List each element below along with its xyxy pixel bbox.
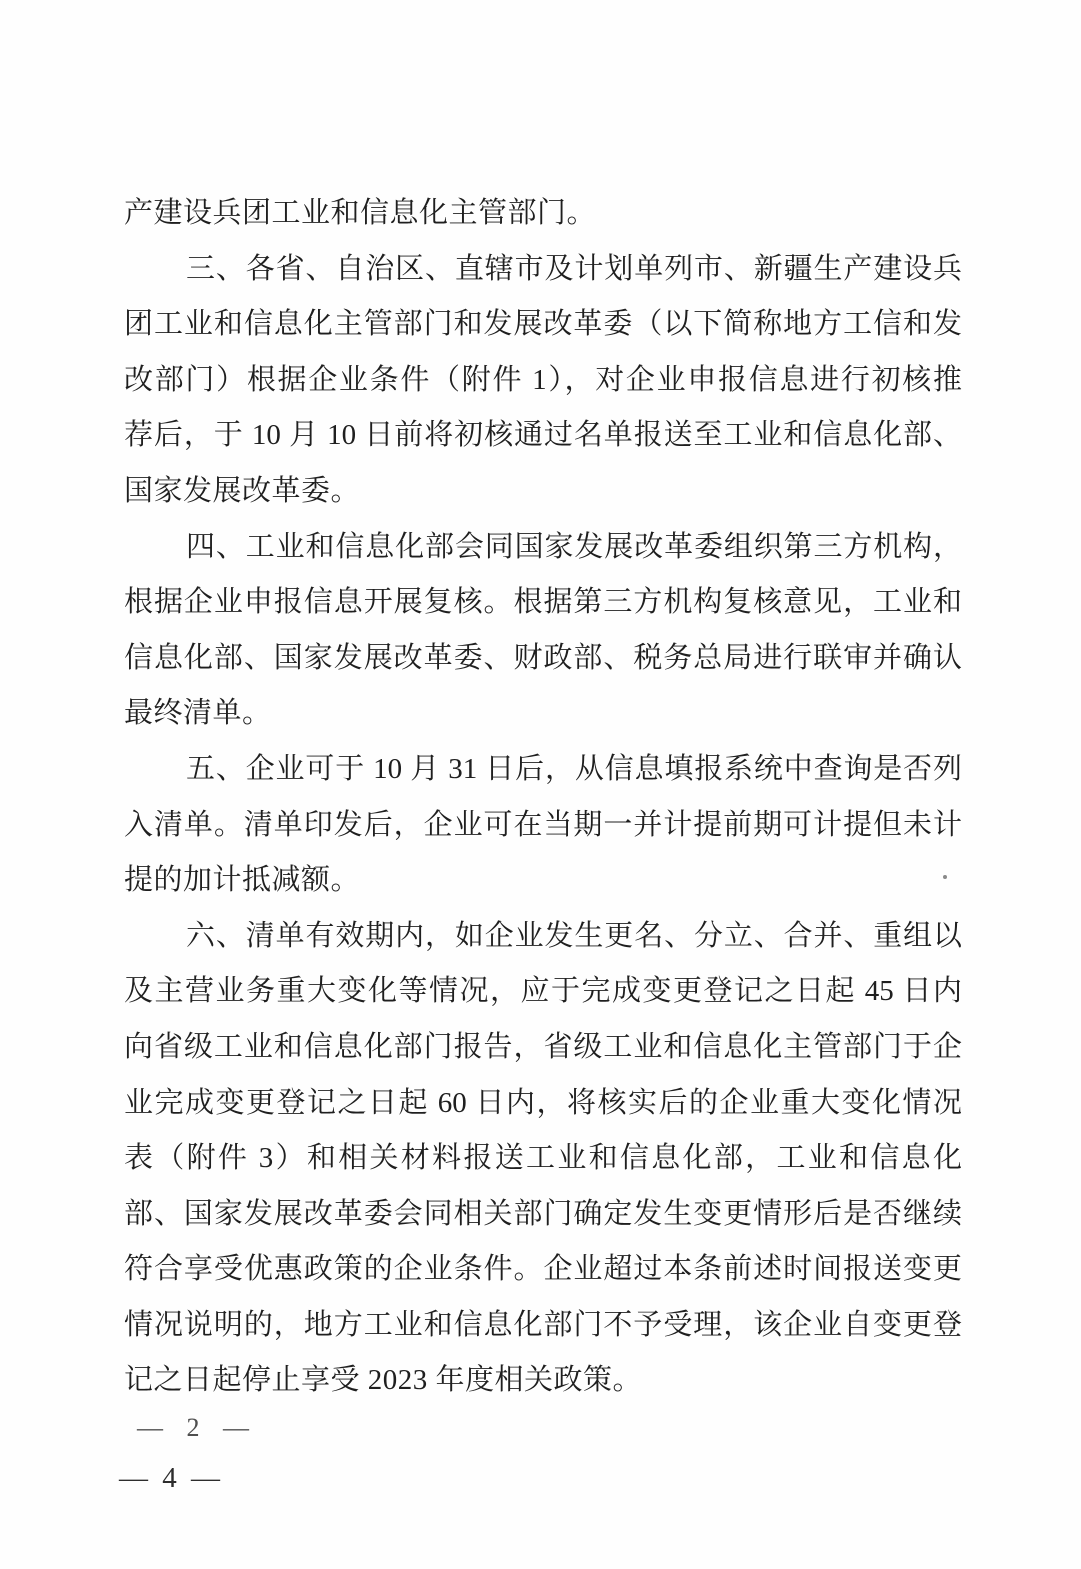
text-line-21: 情况说明的，地方工业和信息化部门不予受理，该企业自变更登: [124, 1308, 962, 1341]
text-line-14: 六、清单有效期内，如企业发生更名、分立、合并、重组以: [186, 919, 962, 952]
text-line-1: 产建设兵团工业和信息化主管部门。: [124, 197, 597, 229]
text-line-13: 提的加计抵减额。: [124, 864, 361, 897]
text-line-2: 三、各省、自治区、直辖市及计划单列市、新疆生产建设兵: [186, 252, 962, 285]
text-line-19: 部、国家发展改革委会同相关部门确定发生变更情形后是否继续: [124, 1197, 962, 1230]
document-body: [124, 186, 962, 1409]
text-line-12: 入清单。清单印发后，企业可在当期一并计提前期可计提但未计: [124, 808, 962, 841]
text-line-4: 改部门）根据企业条件（附件 1），对企业申报信息进行初核推: [124, 363, 962, 396]
text-line-11: 五、企业可于 10 月 31 日后，从信息填报系统中查询是否列: [186, 752, 962, 785]
scan-speck: [943, 875, 947, 879]
text-line-5: 荐后，于 10 月 10 日前将初核通过名单报送至工业和信息化部、: [124, 419, 962, 452]
text-line-7: 四、工业和信息化部会同国家发展改革委组织第三方机构，: [186, 530, 962, 563]
text-line-9: 信息化部、国家发展改革委、财政部、税务总局进行联审并确认: [124, 641, 962, 674]
text-line-6: 国家发展改革委。: [124, 474, 361, 507]
text-line-20: 符合享受优惠政策的企业条件。企业超过本条前述时间报送变更: [124, 1253, 962, 1286]
page-number-outer: — 4 —: [119, 1462, 220, 1494]
text-line-18: 表（附件 3）和相关材料报送工业和信息化部，工业和信息化: [124, 1142, 962, 1175]
text-line-10: 最终清单。: [124, 697, 272, 730]
text-line-16: 向省级工业和信息化部门报告，省级工业和信息化主管部门于企: [124, 1030, 962, 1063]
text-line-22: 记之日起停止享受 2023 年度相关政策。: [124, 1364, 643, 1397]
text-line-3: 团工业和信息化主管部门和发展改革委（以下简称地方工信和发: [124, 308, 962, 341]
text-line-17: 业完成变更登记之日起 60 日内，将核实后的企业重大变化情况: [124, 1086, 962, 1119]
page-number-inner: — 2 —: [137, 1413, 250, 1442]
text-line-15: 及主营业务重大变化等情况，应于完成变更登记之日起 45 日内: [124, 975, 962, 1008]
text-line-8: 根据企业申报信息开展复核。根据第三方机构复核意见，工业和: [124, 586, 962, 619]
